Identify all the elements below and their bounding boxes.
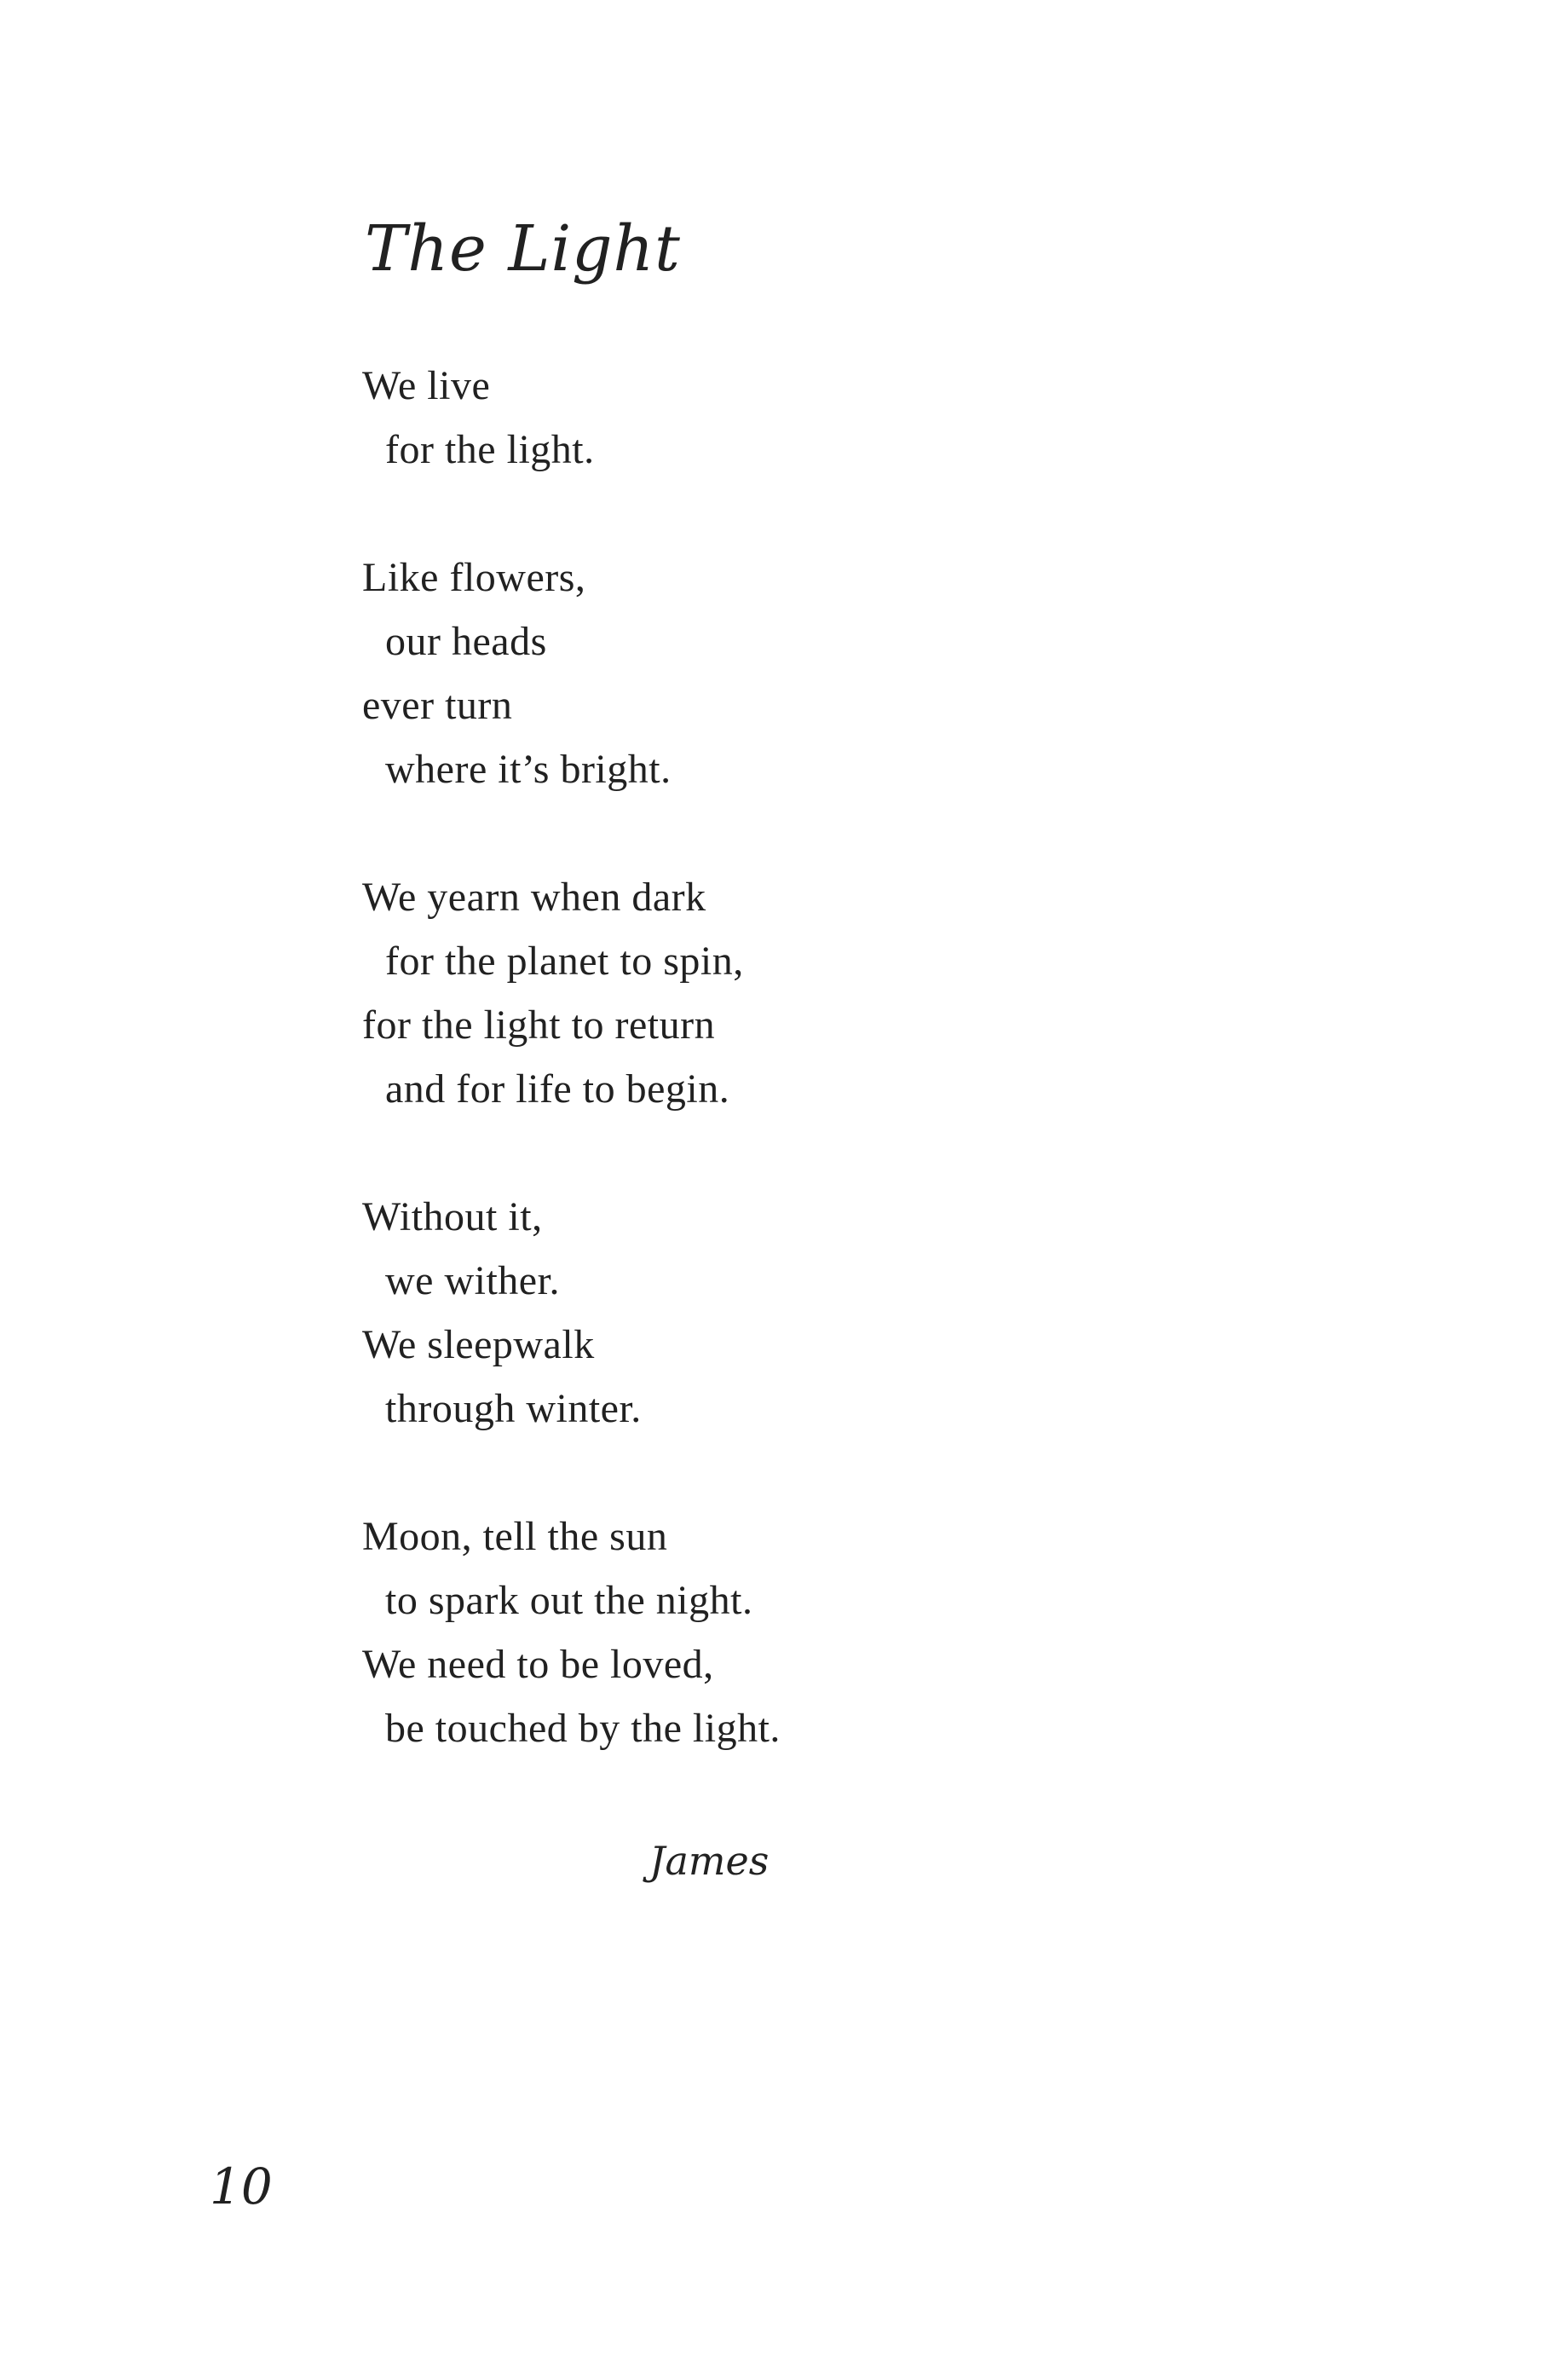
poem-line: through winter. xyxy=(385,1386,642,1431)
poem-line: We need to be loved, xyxy=(362,1642,714,1687)
poem-body xyxy=(362,354,781,1760)
stanza xyxy=(362,1505,781,1760)
poem-line: Like flowers, xyxy=(362,555,586,600)
stanza xyxy=(362,865,781,1121)
poem-line: ever turn xyxy=(362,683,513,728)
stanza xyxy=(362,1185,781,1441)
stanza xyxy=(362,354,781,482)
page-number: 10 xyxy=(210,2157,273,2215)
poem-line: We live xyxy=(362,363,491,408)
poem-line: Moon, tell the sun xyxy=(362,1514,668,1559)
poem-line: where it’s bright. xyxy=(385,747,672,792)
poem-title: The Light xyxy=(365,212,681,286)
stanza xyxy=(362,546,781,801)
poem-line: for the planet to spin, xyxy=(385,939,744,984)
poem-line: we wither. xyxy=(385,1258,560,1303)
poem-line: Without it, xyxy=(362,1194,543,1239)
poem-line: We yearn when dark xyxy=(362,875,706,920)
poem-line: our heads xyxy=(385,619,547,664)
poem-line: for the light. xyxy=(385,427,595,472)
poem-line: and for life to begin. xyxy=(385,1066,730,1112)
poem-line: to spark out the night. xyxy=(385,1578,753,1623)
poem-attribution: James xyxy=(649,1838,770,1884)
poem-line: for the light to return xyxy=(362,1002,716,1048)
poem-line: be touched by the light. xyxy=(385,1706,781,1751)
poem-line: We sleepwalk xyxy=(362,1322,595,1367)
